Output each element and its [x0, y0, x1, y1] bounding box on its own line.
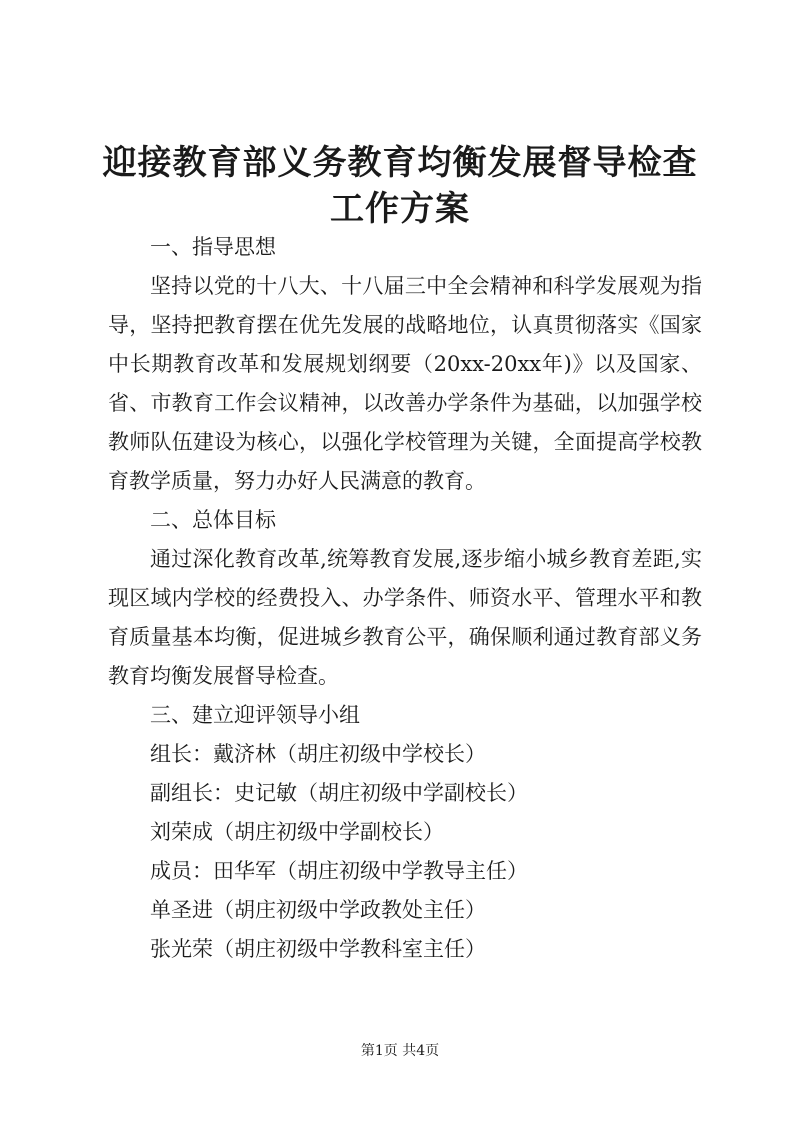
document-title: 迎接教育部义务教育均衡发展督导检查工作方案 [102, 143, 698, 229]
member-line: 组长：戴济林（胡庄初级中学校长） [150, 742, 486, 766]
member-line: 单圣进（胡庄初级中学政教处主任） [150, 898, 486, 922]
page-footer: 第1页 共4页 [360, 1043, 440, 1059]
document-body [108, 228, 702, 969]
paragraph-overall-goal: 通过深化教育改革,统筹教育发展,逐步缩小城乡教育差距,实现区域内学校的经费投入、办学条件、师资水平、管理水平和教育质量基本均衡，促进城乡教育公平，确保顺利通过教育部义务教育均衡发展督导检查。 [108, 547, 702, 688]
member-line: 张光荣（胡庄初级中学教科室主任） [150, 937, 486, 961]
section-heading-guiding-ideology: 一、指导思想 [150, 235, 276, 259]
member-line: 刘荣成（胡庄初级中学副校长） [150, 820, 444, 844]
member-line: 副组长：史记敏（胡庄初级中学副校长） [150, 781, 528, 805]
section-heading-leadership-group: 三、建立迎评领导小组 [150, 703, 360, 727]
section-heading-overall-goal: 二、总体目标 [150, 508, 276, 532]
paragraph-guiding-ideology: 坚持以党的十八大、十八届三中全会精神和科学发展观为指导，坚持把教育摆在优先发展的战略地位，认真贯彻落实《国家中长期教育改革和发展规划纲要（20xx-20xx年)》以及国家、省、市教育工作会议精神，以改善办学条件为基础，以加强学校教师队伍建设为核心，以强化学校管理为关键，全面提高学校教育教学质量，努力办好人民满意的教育。 [108, 274, 702, 493]
member-line: 成员：田华军（胡庄初级中学教导主任） [150, 859, 528, 883]
